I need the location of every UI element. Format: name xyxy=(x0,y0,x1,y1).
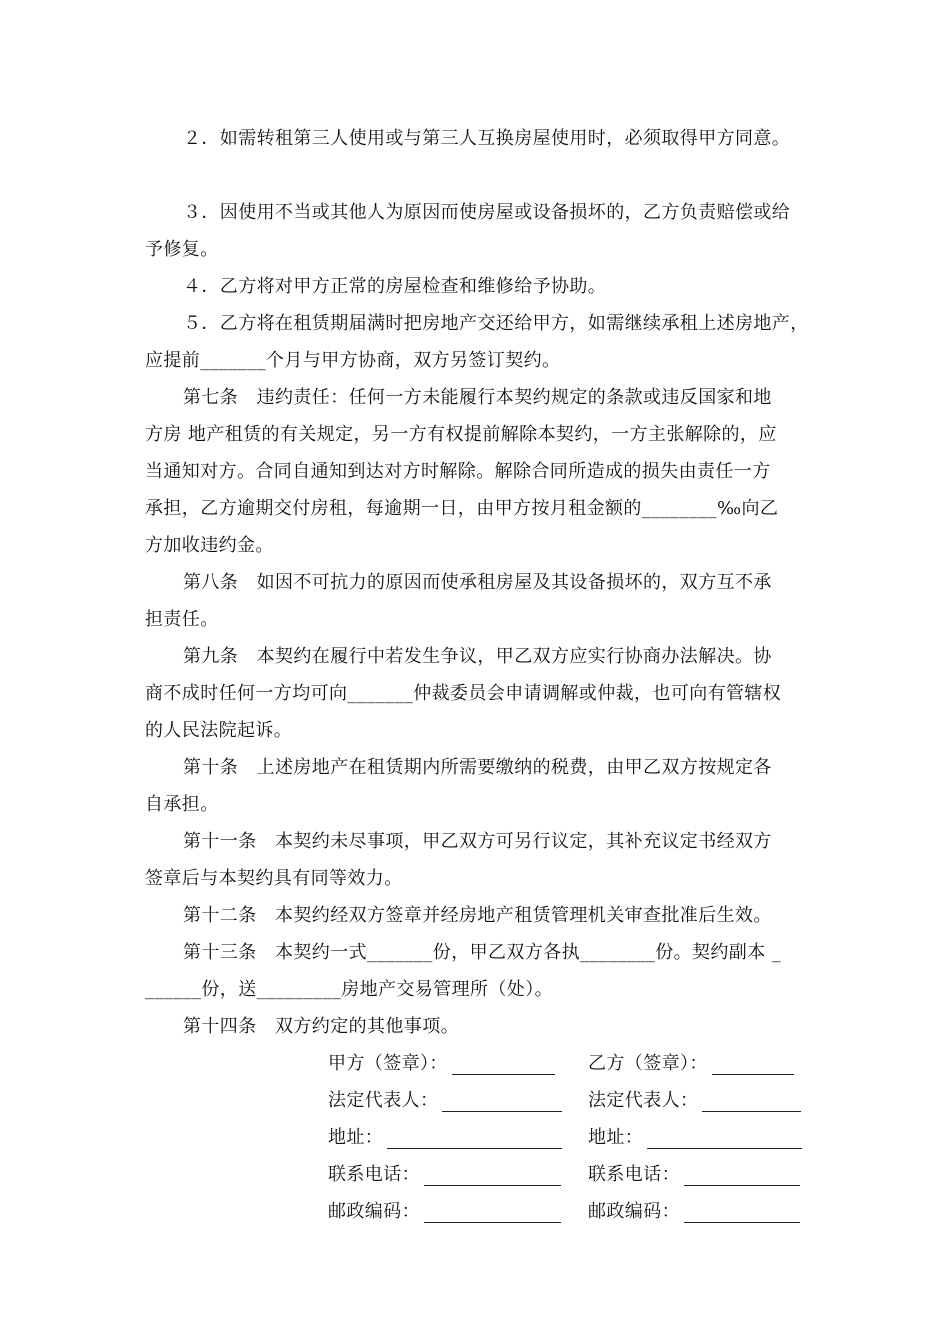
article-10-line-2: 自承担。 xyxy=(145,794,219,815)
article-8-line-2: 担责任。 xyxy=(145,609,219,630)
party-b-representative-blank[interactable] xyxy=(702,1093,801,1112)
clause-5-line-1: ５．乙方将在租赁期届满时把房地产交还给甲方，如需继续承租上述房地产， xyxy=(183,313,809,334)
article-13-line-1: 第十三条 本契约一式_______份，甲乙双方各执________份。契约副本 _ xyxy=(183,942,782,963)
party-b-address-blank[interactable] xyxy=(647,1130,802,1149)
party-a-signature-row xyxy=(328,1053,555,1075)
party-a-representative-label: 法定代表人： xyxy=(328,1090,439,1111)
article-7-line-5: 方加收违约金。 xyxy=(145,535,274,556)
article-7-line-4: 承担，乙方逾期交付房租，每逾期一日，由甲方按月租金额的________‰向乙 xyxy=(145,498,779,519)
party-b-phone-row xyxy=(588,1164,800,1186)
article-8-line-1: 第八条 如因不可抗力的原因而使承租房屋及其设备损坏的，双方互不承 xyxy=(183,572,772,593)
party-a-address-row xyxy=(328,1127,562,1149)
party-a-representative-blank[interactable] xyxy=(442,1093,562,1112)
article-9-line-3: 的人民法院起诉。 xyxy=(145,720,293,741)
party-a-phone-row xyxy=(328,1164,561,1186)
party-a-signature-label: 甲方（签章）： xyxy=(328,1053,448,1074)
party-a-phone-blank[interactable] xyxy=(424,1167,561,1186)
party-b-phone-blank[interactable] xyxy=(684,1167,800,1186)
party-b-address-label: 地址： xyxy=(588,1127,644,1148)
article-10-line-1: 第十条 上述房地产在租赁期内所需要缴纳的税费，由甲乙双方按规定各 xyxy=(183,757,772,778)
party-a-address-blank[interactable] xyxy=(387,1130,562,1149)
party-a-postcode-blank[interactable] xyxy=(424,1204,561,1223)
party-b-representative-row xyxy=(588,1090,801,1112)
article-7-line-1: 第七条 违约责任：任何一方未能履行本契约规定的条款或违反国家和地 xyxy=(183,387,772,408)
party-a-postcode-row xyxy=(328,1201,561,1223)
article-13-line-2: ______份，送_________房地产交易管理所（处）。 xyxy=(145,979,553,1000)
clause-5-line-2: 应提前_______个月与甲方协商，双方另签订契约。 xyxy=(145,350,561,371)
party-a-representative-row xyxy=(328,1090,562,1112)
article-9-line-1: 第九条 本契约在履行中若发生争议，甲乙双方应实行协商办法解决。协 xyxy=(183,646,772,667)
party-b-postcode-row xyxy=(588,1201,800,1223)
party-a-phone-label: 联系电话： xyxy=(328,1164,420,1185)
article-11-line-2: 签章后与本契约具有同等效力。 xyxy=(145,868,403,889)
article-9-line-2: 商不成时任何一方均可向_______仲裁委员会申请调解或仲裁，也可向有管辖权 xyxy=(145,683,782,704)
party-b-signature-row xyxy=(588,1053,794,1075)
article-11-line-1: 第十一条 本契约未尽事项，甲乙双方可另行议定，其补充议定书经双方 xyxy=(183,831,772,852)
article-7-line-2: 方房 地产租赁的有关规定，另一方有权提前解除本契约，一方主张解除的，应 xyxy=(145,424,777,445)
article-7-line-3: 当通知对方。合同自通知到达对方时解除。解除合同所造成的损失由责任一方 xyxy=(145,461,771,482)
party-a-address-label: 地址： xyxy=(328,1127,384,1148)
party-b-postcode-label: 邮政编码： xyxy=(588,1201,680,1222)
party-b-address-row xyxy=(588,1127,802,1149)
clause-3-line-1: ３．因使用不当或其他人为原因而使房屋或设备损坏的，乙方负责赔偿或给 xyxy=(183,202,791,223)
party-a-signature-blank[interactable] xyxy=(452,1056,555,1075)
clause-3-line-2: 予修复。 xyxy=(145,239,219,260)
article-14-line-1: 第十四条 双方约定的其他事项。 xyxy=(183,1016,459,1037)
party-b-phone-label: 联系电话： xyxy=(588,1164,680,1185)
article-12-line-1: 第十二条 本契约经双方签章并经房地产租赁管理机关审查批准后生效。 xyxy=(183,905,772,926)
clause-4-line-1: ４．乙方将对甲方正常的房屋检查和维修给予协助。 xyxy=(183,276,607,297)
clause-2-line-1: ２．如需转租第三人使用或与第三人互换房屋使用时，必须取得甲方同意。 xyxy=(183,128,791,149)
party-b-signature-blank[interactable] xyxy=(712,1056,794,1075)
party-b-representative-label: 法定代表人： xyxy=(588,1090,699,1111)
party-a-postcode-label: 邮政编码： xyxy=(328,1201,420,1222)
party-b-postcode-blank[interactable] xyxy=(684,1204,800,1223)
party-b-signature-label: 乙方（签章）： xyxy=(588,1053,708,1074)
